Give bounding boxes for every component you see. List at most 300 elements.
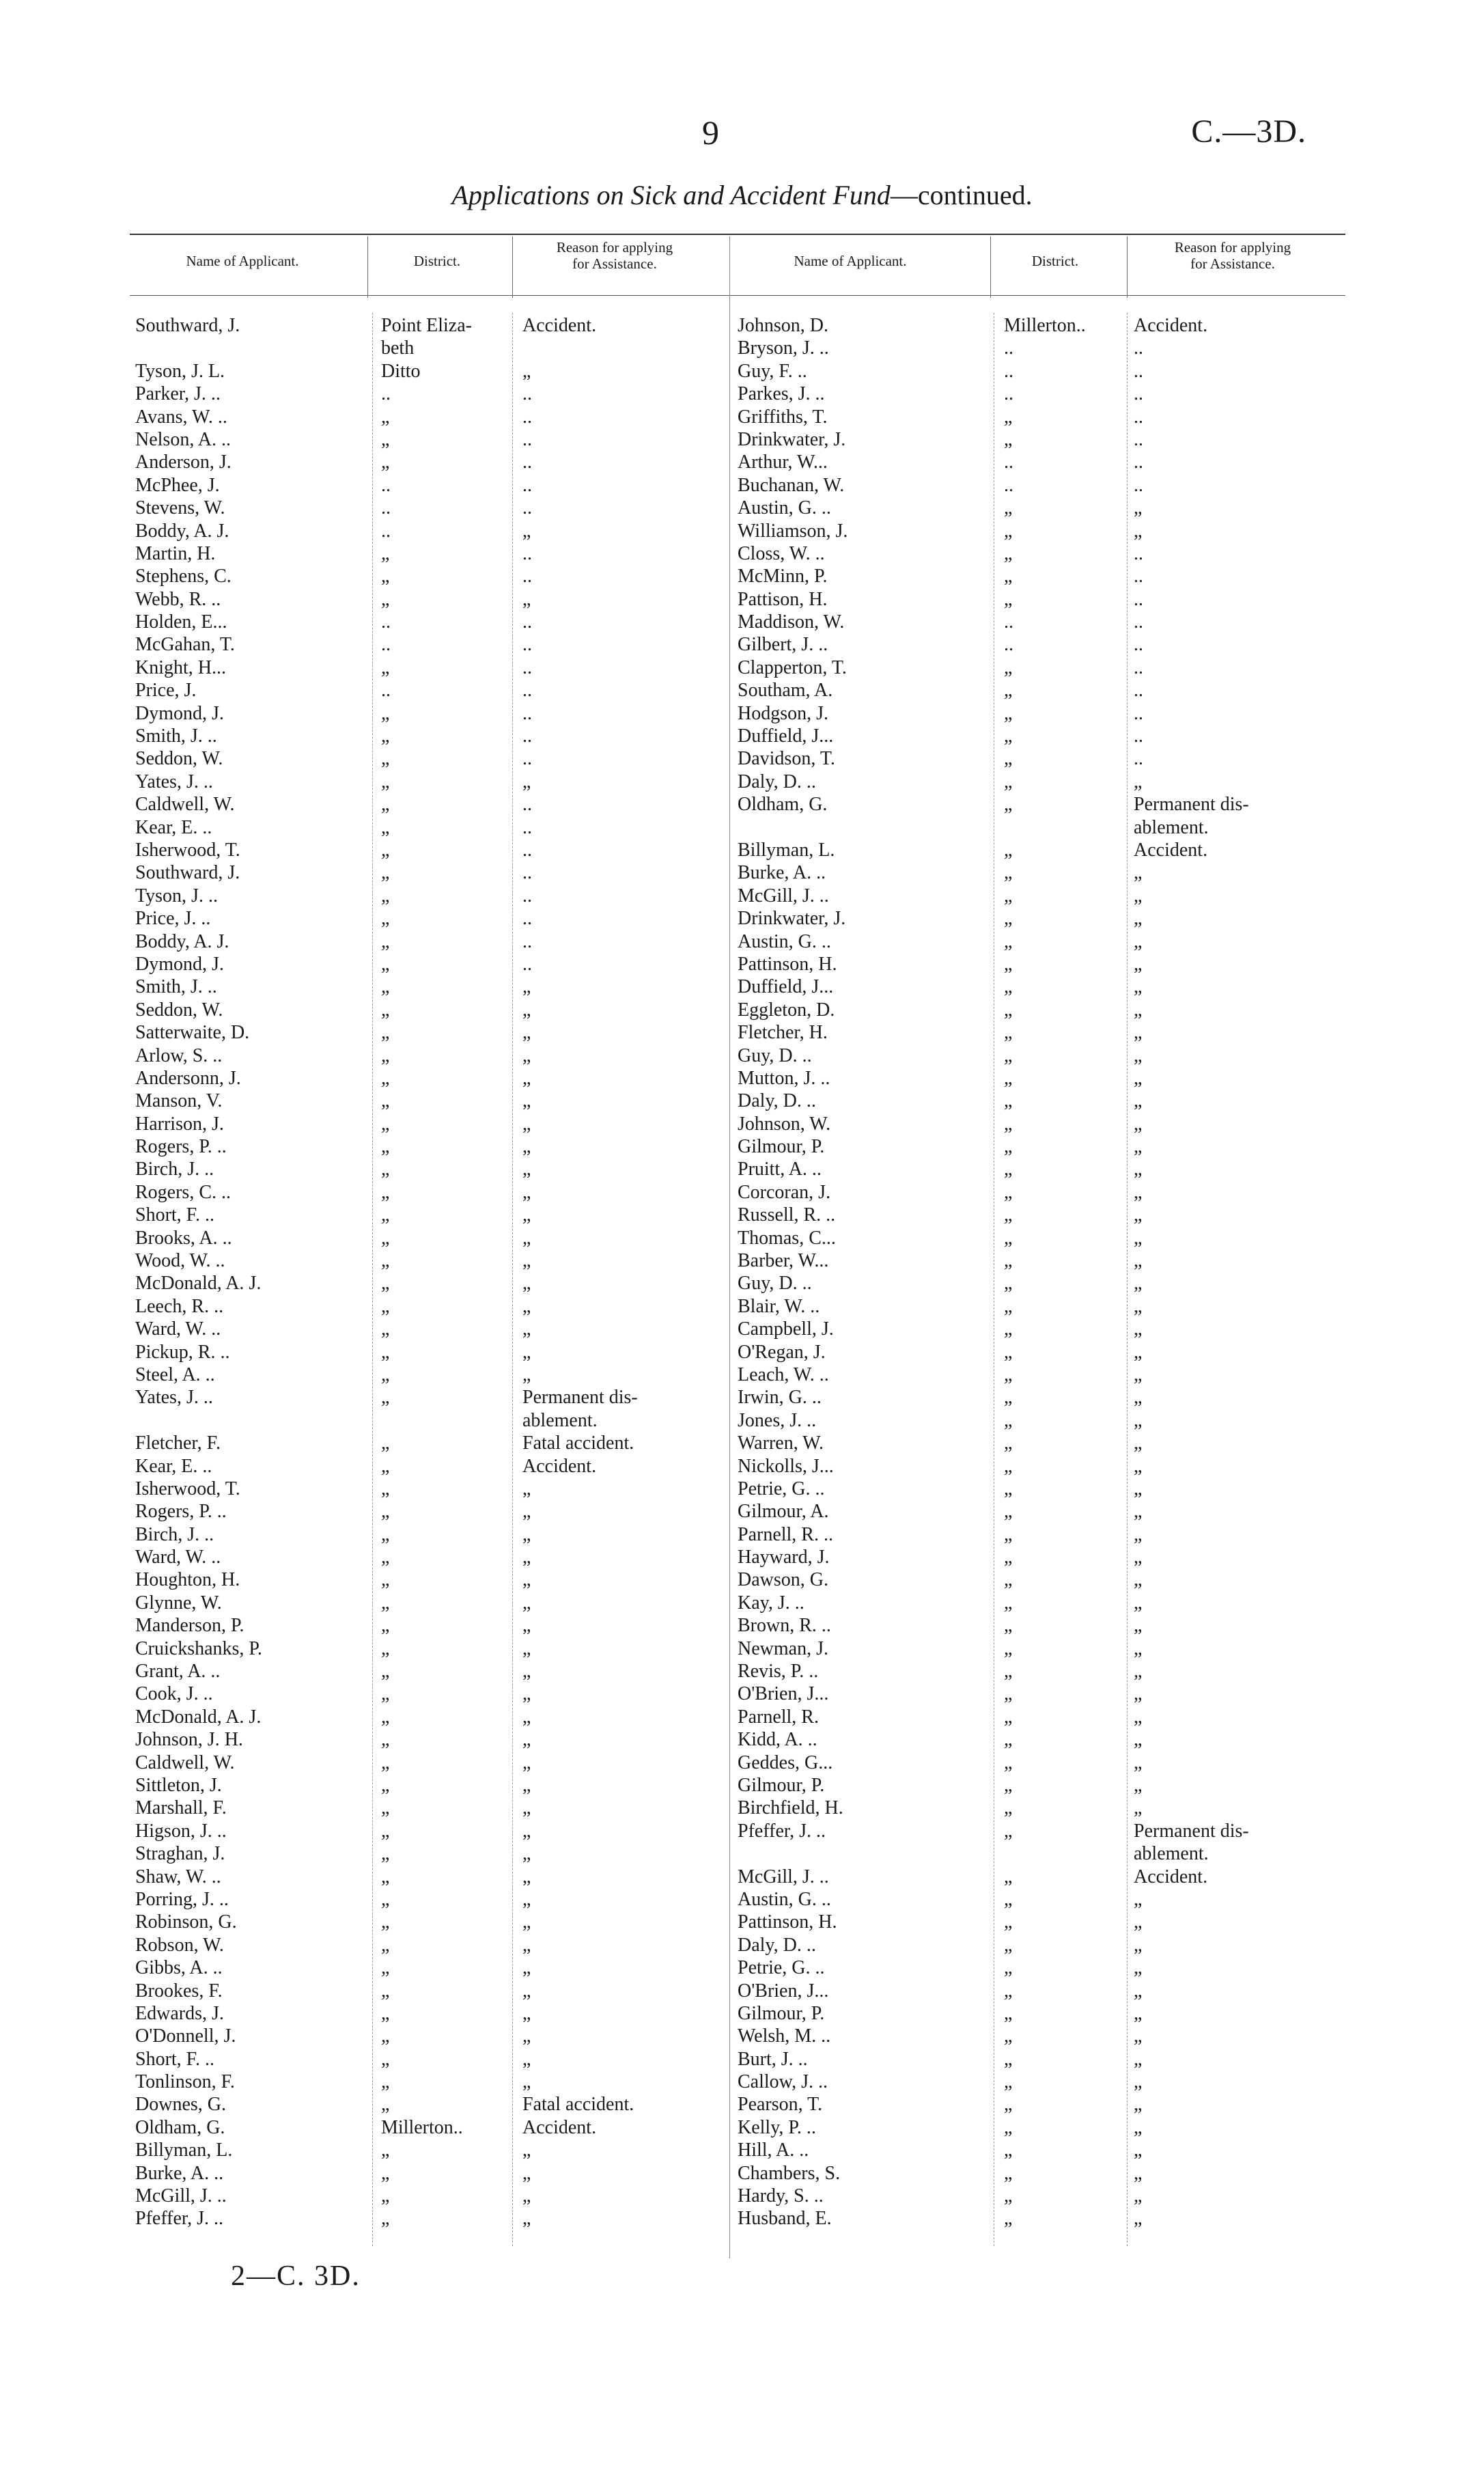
table-row <box>738 1204 1345 1226</box>
district-cell: „ <box>1004 1729 1013 1751</box>
district-cell: beth <box>381 337 415 359</box>
table-row <box>130 1911 724 1933</box>
applicant-name: Brooks, A. .. <box>135 1227 232 1249</box>
district-cell: .. <box>1004 360 1013 382</box>
header-reason-line1: Reason for applying <box>1174 239 1291 255</box>
reason-cell: „ <box>522 2208 531 2230</box>
reason-cell: „ <box>1134 1478 1143 1499</box>
table-row <box>738 793 1345 816</box>
district-cell: „ <box>1004 999 1013 1021</box>
applicant-name: Nickolls, J... <box>738 1455 834 1477</box>
applicant-name: Pickup, R. .. <box>135 1341 230 1363</box>
table-row <box>130 907 724 930</box>
district-cell: „ <box>381 1136 390 1158</box>
district-cell: „ <box>381 1775 390 1796</box>
district-cell: „ <box>1004 1067 1013 1089</box>
table-row <box>738 907 1345 930</box>
table-row <box>738 1113 1345 1135</box>
applicant-name: Buchanan, W. <box>738 474 845 496</box>
reason-cell: „ <box>522 1295 531 1317</box>
table-row <box>738 1706 1345 1728</box>
district-cell: „ <box>1004 1934 1013 1956</box>
table-row <box>738 1090 1345 1112</box>
district-cell: „ <box>1004 1523 1013 1545</box>
header-district: District. <box>1031 253 1079 269</box>
applicant-name: Burt, J. .. <box>738 2048 808 2070</box>
reason-cell: „ <box>1134 2116 1143 2138</box>
applicant-name: Boddy, A. J. <box>135 930 229 952</box>
table-row <box>130 1956 724 1979</box>
reason-cell: .. <box>522 680 532 702</box>
district-cell: „ <box>1004 1911 1013 1933</box>
district-cell: „ <box>381 1797 390 1819</box>
table-row <box>738 611 1345 633</box>
table-row <box>738 542 1345 565</box>
district-cell: „ <box>1004 566 1013 587</box>
applicant-name: Straghan, J. <box>135 1843 225 1865</box>
district-cell: „ <box>381 1888 390 1910</box>
table-row <box>738 1752 1345 1774</box>
table-top-rule <box>130 234 1345 235</box>
reason-cell: .. <box>522 474 532 496</box>
applicant-name: Chambers, S. <box>738 2162 841 2184</box>
reason-cell: „ <box>1134 1022 1143 1044</box>
district-cell: „ <box>381 428 390 450</box>
applicant-name: Irwin, G. .. <box>738 1387 822 1409</box>
district-cell: „ <box>1004 1227 1013 1249</box>
table-row <box>738 885 1345 907</box>
table-row <box>738 1158 1345 1180</box>
table-row <box>130 2139 724 2161</box>
reason-cell: ablement. <box>522 1409 598 1431</box>
applicant-name: Duffield, J... <box>738 976 834 998</box>
applicant-name: Porring, J. .. <box>135 1888 229 1910</box>
district-cell: „ <box>1004 1547 1013 1568</box>
district-cell: „ <box>381 406 390 428</box>
table-row <box>130 1455 724 1478</box>
district-cell: „ <box>381 1615 390 1637</box>
applicant-name: Robson, W. <box>135 1934 224 1956</box>
district-cell: „ <box>381 1273 390 1295</box>
applicant-name: Callow, J. .. <box>738 2071 828 2093</box>
district-cell: „ <box>381 816 390 838</box>
table-row <box>738 2139 1345 2161</box>
table-row <box>130 542 724 565</box>
district-cell: „ <box>1004 930 1013 952</box>
table-row <box>130 999 724 1021</box>
applicant-name: Warren, W. <box>738 1433 824 1454</box>
applicant-name: Higson, J. .. <box>135 1820 227 1842</box>
table-row <box>130 2162 724 2185</box>
reason-cell: „ <box>522 1775 531 1796</box>
applicant-name: Pattinson, H. <box>738 1911 837 1933</box>
applicant-name: Petrie, G. .. <box>738 1957 825 1979</box>
reason-cell: Accident. <box>1134 1866 1208 1887</box>
page-title-main: Applications on Sick and Accident Fund <box>451 180 891 210</box>
district-cell: „ <box>381 1980 390 2002</box>
reason-cell: „ <box>1134 976 1143 998</box>
district-cell: „ <box>381 1387 390 1409</box>
applicant-name: Blair, W. .. <box>738 1295 820 1317</box>
reason-cell: „ <box>522 1547 531 1568</box>
reason-cell: „ <box>522 1752 531 1773</box>
reason-cell: „ <box>1134 1090 1143 1112</box>
applicant-name: Parkes, J. .. <box>738 383 825 405</box>
table-row <box>738 1067 1345 1090</box>
table-row <box>130 1797 724 1819</box>
applicant-name: Anderson, J. <box>135 452 232 473</box>
district-cell: „ <box>381 1843 390 1865</box>
reason-cell: „ <box>522 1090 531 1112</box>
reason-cell: „ <box>522 1022 531 1044</box>
reason-cell: .. <box>1134 725 1143 747</box>
applicant-name: Isherwood, T. <box>135 839 240 861</box>
reason-cell: „ <box>1134 1181 1143 1203</box>
reason-cell: „ <box>522 2162 531 2184</box>
applicant-name: McMinn, P. <box>738 566 828 587</box>
applicant-name: Andersonn, J. <box>135 1067 241 1089</box>
reason-cell: ablement. <box>1134 816 1209 838</box>
applicant-name: Jones, J. .. <box>738 1409 817 1431</box>
reason-cell: „ <box>1134 1911 1143 1933</box>
table-row <box>130 1842 724 1865</box>
document-reference: C.—3D. <box>1191 113 1306 150</box>
reason-cell: „ <box>1134 885 1143 907</box>
district-cell: „ <box>381 2048 390 2070</box>
applicant-name: Duffield, J... <box>738 725 834 747</box>
district-cell: .. <box>1004 634 1013 656</box>
district-cell: „ <box>381 1683 390 1705</box>
district-cell: .. <box>1004 337 1013 359</box>
table-row <box>130 702 724 725</box>
table-row <box>738 1227 1345 1249</box>
applicant-name: Kear, E. .. <box>135 1455 212 1477</box>
table-row <box>130 1021 724 1044</box>
district-cell: „ <box>381 930 390 952</box>
reason-cell: .. <box>522 816 532 838</box>
applicant-name: Stevens, W. <box>135 497 225 519</box>
table-row <box>130 747 724 770</box>
applicant-name: Guy, D. .. <box>738 1044 812 1066</box>
reason-cell: „ <box>1134 1227 1143 1249</box>
reason-cell: „ <box>1134 908 1143 930</box>
applicant-name: Maddison, W. <box>738 611 845 633</box>
applicant-name: Pattison, H. <box>738 588 828 610</box>
reason-cell: „ <box>1134 1523 1143 1545</box>
applicant-name: Daly, D. .. <box>738 771 816 792</box>
reason-cell: „ <box>522 2185 531 2207</box>
reason-cell: „ <box>1134 930 1143 952</box>
applicant-name: Gilmour, P. <box>738 1775 825 1796</box>
reason-cell: .. <box>522 862 532 884</box>
applicant-name: Gilmour, P. <box>738 2002 825 2024</box>
applicant-name: Grant, A. .. <box>135 1661 221 1683</box>
reason-cell: „ <box>1134 1752 1143 1773</box>
applicant-name: Burke, A. .. <box>135 2162 224 2184</box>
reason-cell: „ <box>1134 2094 1143 2116</box>
applicant-name: Guy, D. .. <box>738 1273 812 1295</box>
district-cell: „ <box>381 999 390 1021</box>
district-cell: „ <box>1004 1159 1013 1180</box>
district-cell: „ <box>1004 1615 1013 1637</box>
district-cell: „ <box>1004 1661 1013 1683</box>
district-cell: „ <box>1004 953 1013 975</box>
reason-cell: Permanent dis- <box>522 1387 638 1409</box>
district-cell: „ <box>1004 1592 1013 1614</box>
reason-cell: .. <box>522 566 532 587</box>
applicant-name: Drinkwater, J. <box>738 908 846 930</box>
reason-cell: „ <box>522 1843 531 1865</box>
applicant-name: Tyson, J. L. <box>135 360 225 382</box>
reason-cell: „ <box>522 520 531 542</box>
district-cell: „ <box>1004 2140 1013 2161</box>
table-row <box>738 1386 1345 1409</box>
table-row <box>738 2002 1345 2025</box>
table-row <box>738 1980 1345 2002</box>
applicant-name: Newman, J. <box>738 1637 828 1659</box>
reason-cell: „ <box>522 1729 531 1751</box>
applicant-name: Corcoran, J. <box>738 1181 831 1203</box>
table-row <box>738 999 1345 1021</box>
applicant-name: Pattinson, H. <box>738 953 837 975</box>
district-cell: „ <box>381 1227 390 1249</box>
district-cell: „ <box>381 1113 390 1135</box>
district-cell: „ <box>1004 1637 1013 1659</box>
reason-cell: .. <box>522 908 532 930</box>
district-cell: „ <box>1004 542 1013 564</box>
applicant-name: O'Brien, J... <box>738 1683 829 1705</box>
district-cell: „ <box>381 1067 390 1089</box>
reason-cell: „ <box>522 1067 531 1089</box>
district-cell: .. <box>381 520 391 542</box>
applicant-name: Ward, W. .. <box>135 1547 221 1568</box>
reason-cell: „ <box>522 2140 531 2161</box>
reason-cell: „ <box>1134 1706 1143 1728</box>
reason-cell: Permanent dis- <box>1134 794 1249 816</box>
district-cell: „ <box>381 452 390 473</box>
district-cell: „ <box>381 1523 390 1545</box>
district-cell: „ <box>1004 908 1013 930</box>
table-row <box>738 1500 1345 1523</box>
reason-cell: „ <box>522 976 531 998</box>
table-row <box>738 1614 1345 1637</box>
district-cell: „ <box>381 1090 390 1112</box>
table-row <box>130 679 724 702</box>
applicant-name: Austin, G. .. <box>738 497 831 519</box>
reason-cell: „ <box>1134 1433 1143 1454</box>
applicant-name: Rogers, P. .. <box>135 1501 227 1523</box>
reason-cell: .. <box>522 497 532 519</box>
reason-cell: „ <box>1134 1775 1143 1796</box>
district-cell: „ <box>1004 1501 1013 1523</box>
table-row <box>130 1706 724 1728</box>
table-row <box>130 565 724 587</box>
reason-cell: .. <box>1134 406 1143 428</box>
applicant-name: Martin, H. <box>135 542 216 564</box>
reason-cell: .. <box>1134 383 1143 405</box>
reason-cell: „ <box>522 1227 531 1249</box>
reason-cell: „ <box>1134 1547 1143 1568</box>
district-cell: .. <box>1004 383 1013 405</box>
district-cell: „ <box>1004 406 1013 428</box>
applicant-name: Fletcher, F. <box>135 1433 221 1454</box>
reason-cell: „ <box>522 1592 531 1614</box>
applicant-name: Ward, W. .. <box>135 1318 221 1340</box>
applicant-name: Rogers, P. .. <box>135 1136 227 1158</box>
applicant-name: Fletcher, H. <box>738 1022 828 1044</box>
table-row <box>738 1135 1345 1158</box>
reason-cell: .. <box>522 383 532 405</box>
table-row <box>130 1295 724 1318</box>
district-cell: „ <box>1004 2071 1013 2093</box>
applicant-name: Birchfield, H. <box>738 1797 843 1819</box>
district-cell: „ <box>381 1022 390 1044</box>
table-row <box>130 360 724 383</box>
district-cell: „ <box>381 1318 390 1340</box>
district-cell: „ <box>381 1957 390 1979</box>
district-cell: „ <box>1004 1364 1013 1385</box>
reason-cell: „ <box>522 2071 531 2093</box>
applicant-name: Griffiths, T. <box>738 406 828 428</box>
table-row <box>738 1568 1345 1591</box>
table-row <box>130 1523 724 1546</box>
table-row <box>130 2185 724 2207</box>
applicant-name: McGill, J. .. <box>135 2185 227 2207</box>
applicant-name: Johnson, D. <box>738 315 829 336</box>
district-cell: „ <box>1004 1866 1013 1887</box>
applicant-name: Cruickshanks, P. <box>135 1637 262 1659</box>
district-cell: „ <box>1004 1569 1013 1591</box>
table-row <box>738 1455 1345 1478</box>
reason-cell: „ <box>1134 1204 1143 1226</box>
page-number: 9 <box>702 113 719 152</box>
applicant-name: Gibbs, A. .. <box>135 1957 223 1979</box>
reason-cell: „ <box>522 1501 531 1523</box>
district-cell: „ <box>1004 748 1013 770</box>
district-cell: „ <box>1004 1683 1013 1705</box>
reason-cell: „ <box>1134 2002 1143 2024</box>
applicant-name: Austin, G. .. <box>738 1888 831 1910</box>
applicant-name: O'Regan, J. <box>738 1341 826 1363</box>
applicant-name: McGill, J. .. <box>738 885 829 907</box>
reason-cell: „ <box>522 1957 531 1979</box>
reason-cell: „ <box>522 2048 531 2070</box>
district-cell: „ <box>381 1341 390 1363</box>
applicant-name: Arlow, S. .. <box>135 1044 223 1066</box>
table-row <box>130 1888 724 1911</box>
district-cell: „ <box>1004 520 1013 542</box>
applicant-name: Hodgson, J. <box>738 702 829 724</box>
header-reason <box>1127 239 1339 272</box>
applicant-name: Davidson, T. <box>738 748 835 770</box>
applicant-name: Parnell, R. <box>738 1706 819 1728</box>
right-rows <box>738 314 1345 2230</box>
table-row <box>130 656 724 679</box>
district-cell: „ <box>1004 1090 1013 1112</box>
reason-cell: „ <box>522 1683 531 1705</box>
applicant-name: Marshall, F. <box>135 1797 227 1819</box>
district-cell: „ <box>1004 771 1013 792</box>
reason-cell: „ <box>522 1615 531 1637</box>
applicant-name: Johnson, W. <box>738 1113 831 1135</box>
table-row <box>738 314 1345 337</box>
applicant-name: Glynne, W. <box>135 1592 222 1614</box>
header-name-of-applicant: Name of Applicant. <box>794 253 907 269</box>
district-cell: „ <box>1004 1888 1013 1910</box>
table-row <box>738 1044 1345 1067</box>
header-divider <box>367 236 368 298</box>
district-cell: „ <box>1004 725 1013 747</box>
district-cell: „ <box>1004 428 1013 450</box>
reason-cell: „ <box>522 1250 531 1272</box>
district-cell: „ <box>1004 839 1013 861</box>
district-cell: „ <box>381 1501 390 1523</box>
applicant-name: Pruitt, A. .. <box>738 1159 822 1180</box>
applicant-name: Brookes, F. <box>135 1980 223 2002</box>
district-cell: „ <box>381 908 390 930</box>
table-row <box>738 1683 1345 1705</box>
district-cell: „ <box>1004 976 1013 998</box>
district-cell: „ <box>1004 2116 1013 2138</box>
table-row <box>130 1934 724 1956</box>
applicant-name: Smith, J. .. <box>135 725 217 747</box>
applicant-name: Drinkwater, J. <box>738 428 846 450</box>
reason-cell: „ <box>1134 1615 1143 1637</box>
district-cell: „ <box>1004 1181 1013 1203</box>
table-row <box>130 1478 724 1500</box>
district-cell: „ <box>381 656 390 678</box>
applicant-name: Daly, D. .. <box>738 1090 816 1112</box>
header-name-of-applicant: Name of Applicant. <box>186 253 299 269</box>
table-row <box>130 793 724 816</box>
district-cell: „ <box>381 1364 390 1385</box>
table-row <box>738 1341 1345 1364</box>
district-cell: „ <box>1004 1433 1013 1454</box>
reason-cell: .. <box>1134 428 1143 450</box>
applicant-name: Wood, W. .. <box>135 1250 225 1272</box>
header-reason <box>512 239 717 272</box>
reason-cell: Accident. <box>522 315 597 336</box>
applicant-name: McGahan, T. <box>135 634 235 656</box>
reason-cell: „ <box>1134 2048 1143 2070</box>
reason-cell: „ <box>522 2025 531 2047</box>
district-cell: „ <box>381 1706 390 1728</box>
applicant-name: Knight, H... <box>135 656 226 678</box>
table-row <box>738 2162 1345 2185</box>
district-cell: „ <box>1004 1797 1013 1819</box>
district-cell: „ <box>381 1866 390 1887</box>
applicant-name: Manderson, P. <box>135 1615 244 1637</box>
district-cell: „ <box>381 839 390 861</box>
reason-cell: „ <box>522 1661 531 1683</box>
reason-cell: „ <box>1134 1067 1143 1089</box>
reason-cell: „ <box>1134 1318 1143 1340</box>
table-row <box>738 520 1345 542</box>
table-row <box>130 406 724 428</box>
reason-cell: „ <box>522 1181 531 1203</box>
reason-cell: „ <box>1134 2162 1143 2184</box>
table-row <box>130 1067 724 1090</box>
district-cell: „ <box>1004 2025 1013 2047</box>
table-row <box>738 771 1345 793</box>
applicant-name: Leach, W. .. <box>738 1364 829 1385</box>
table-row <box>738 1364 1345 1386</box>
table-row <box>130 1044 724 1067</box>
table-row <box>738 406 1345 428</box>
reason-cell: „ <box>1134 1387 1143 1409</box>
reason-cell: „ <box>1134 1980 1143 2002</box>
reason-cell: .. <box>1134 588 1143 610</box>
